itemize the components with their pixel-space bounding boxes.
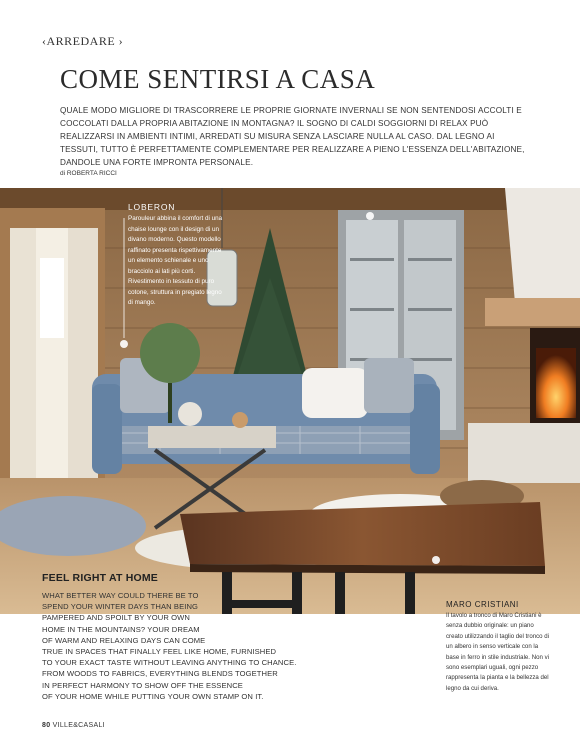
english-line: FROM WOODS TO FABRICS, EVERYTHING BLENDS TOGETHER — [42, 669, 278, 679]
section-tag: ‹ARREDARE › — [42, 34, 124, 48]
article-title: COME SENTIRSI A CASA — [60, 64, 376, 94]
english-body — [42, 590, 342, 702]
loberon-description: Parouleur abbina il comfort di una chaise lounge con il design di un divano moderno. Questo modello raffinato presenta rispettivamente un elemento schienale e uno bracciolo ai lati più corti. Rivestimento in tessuto di puro cotone, struttura in pregiato legno di mango. — [128, 215, 223, 306]
maro-title: MARO CRISTIANI — [446, 600, 519, 609]
byline: di ROBERTA RICCI — [60, 170, 117, 177]
living-room-photo — [0, 188, 580, 614]
english-line: OF WARM AND RELAXING DAYS CAN COME — [42, 635, 206, 645]
article-intro: QUALE MODO MIGLIORE DI TRASCORRERE LE PROPRIE GIORNATE INVERNALI SE NON SENTENDOSI ACCOLTI E COCCOLATI DALLA PROPRIA ABITAZIONE IN MONTAGNA? IL SOGNO DI CALDI SOGGIORNI DI RELAX PUÒ REALIZZARSI IN AMBIENTI INTIMI, ARREDATI SU MISURA SENZA LASCIARE NULLA AL CASO. DAL LEGNO AI TESSUTI, TUTTO È PERFETTAMENTE COMPLEMENTARE PER REALIZZARE A PIENO L'ESSENZA DELL'ABITAZIONE, DANDOLE UNA FORTE IMPRONTA PERSONALE. — [60, 106, 525, 167]
loberon-title: LOBERON — [128, 202, 176, 212]
english-line: TRUE IN SPACES THAT FINALLY FEEL LIKE HOME, FURNISHED — [42, 647, 277, 657]
magazine-name: VILLE&CASALI — [52, 722, 105, 729]
page-number: 80 — [42, 722, 51, 729]
table-marker-icon — [432, 556, 440, 564]
loberon-marker-icon — [120, 340, 128, 348]
loberon-callout — [128, 202, 224, 309]
english-line: HOME IN THE MOUNTAINS? YOUR DREAM — [42, 624, 200, 634]
english-line: TO YOUR EXACT TASTE WITHOUT LEAVING ANYTHING TO CHANCE. — [42, 658, 297, 668]
page-footer — [42, 722, 105, 729]
english-line: SPEND YOUR WINTER DAYS THAN BEING — [42, 602, 199, 612]
cabinet-marker-icon — [366, 212, 374, 220]
english-line: IN PERFECT HARMONY TO SHOW OFF THE ESSENCE — [42, 680, 243, 690]
english-line: WHAT BETTER WAY COULD THERE BE TO — [42, 591, 199, 600]
english-summary — [42, 572, 342, 702]
english-line: PAMPERED AND SPOILT BY YOUR OWN — [42, 613, 190, 623]
english-title: FEEL RIGHT AT HOME — [42, 572, 158, 584]
maro-description: Il tavolo a tronco di Maro Cristiani è senza dubbio originale: un piano creato utilizzando il taglio del tronco di un albero in senso verticale con la base in ferro in stile industriale. Non vi sono esemplari uguali, ogni pezzo rappresenta la pianta e la bellezza del legno da cui deriva. — [446, 612, 549, 692]
maro-callout — [446, 600, 552, 694]
english-line: OF YOUR HOME WHILE PUTTING YOUR OWN STAMP ON IT. — [42, 691, 264, 701]
